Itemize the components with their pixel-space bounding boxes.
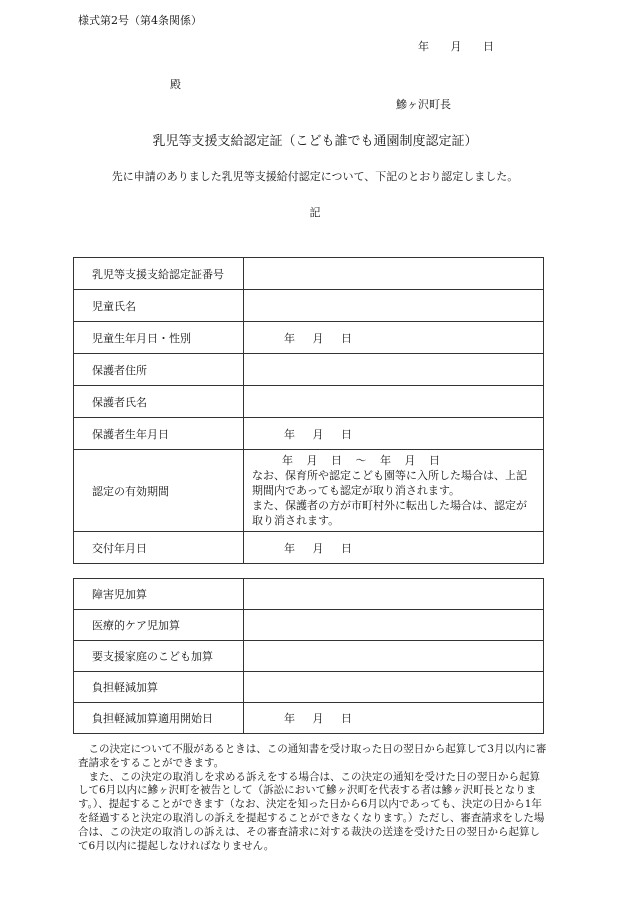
table-row — [74, 579, 544, 610]
row-label: 交付年月日 — [74, 532, 244, 564]
burden-reduction-addon-value — [244, 672, 544, 703]
table-row — [74, 418, 544, 450]
validity-period-range: 年 月 日 〜 年 月 日 — [282, 454, 440, 467]
validity-note-line: 期間内であっても認定が取り消されます。 — [252, 484, 461, 497]
table-row — [74, 610, 544, 641]
table-row — [74, 258, 544, 290]
table-row — [74, 450, 544, 532]
addon-table — [73, 578, 544, 734]
validity-note-line: 取り消されます。 — [252, 514, 340, 527]
row-label: 障害児加算 — [74, 579, 244, 610]
validity-note-line: また、保護者の方が市町村外に転出した場合は、認定が — [252, 499, 527, 512]
issue-date-value: 年 月 日 — [244, 532, 544, 564]
row-label: 児童氏名 — [74, 290, 244, 322]
row-label: 保護者住所 — [74, 354, 244, 386]
child-name-value — [244, 290, 544, 322]
row-label: 乳児等支援支給認定証番号 — [74, 258, 244, 290]
appeal-paragraph-2: また、この決定の取消しを求める訴えをする場合は、この決定の通知を受けた日の翌日から起算して6月以内に鰺ヶ沢町を被告として（訴訟において鰺ヶ沢町を代表する者は鰺ヶ沢町長となります。）、提起することができます（なお、決定を知った日から6月以内であっても、決定の日から1年を経過すると決定の取消しの訴えを提起することができなくなります。）ただし、審査請求をした場合は、この決定の取消しの訴えは、その審査請求に対する裁決の送達を受けた日の翌日から起算して6月以内に提起しなければなりません。 — [78, 770, 545, 852]
row-label: 負担軽減加算適用開始日 — [74, 703, 244, 734]
table-row — [74, 672, 544, 703]
support-family-addon-value — [244, 641, 544, 672]
form-number: 様式第2号（第4条関係） — [78, 14, 202, 27]
table-row — [74, 290, 544, 322]
row-label: 要支援家庭のこども加算 — [74, 641, 244, 672]
table-row — [74, 703, 544, 734]
burden-reduction-start-date-value: 年 月 日 — [244, 703, 544, 734]
certificate-table — [73, 257, 544, 564]
table-row — [74, 641, 544, 672]
row-label: 負担軽減加算 — [74, 672, 244, 703]
document-title: 乳児等支援支給認定証（こども誰でも通園制度認定証） — [152, 134, 478, 149]
row-label: 保護者生年月日 — [74, 418, 244, 450]
validity-period-cell — [244, 450, 544, 532]
medical-care-addon-value — [244, 610, 544, 641]
table-row — [74, 386, 544, 418]
table-row — [74, 322, 544, 354]
appeal-paragraph-1: この決定について不服があるときは、この通知書を受け取った日の翌日から起算して3月以内に審査請求をすることができます。 — [78, 743, 547, 769]
guardian-birthdate-value: 年 月 日 — [244, 418, 544, 450]
ki-marker: 記 — [309, 206, 321, 219]
document-date: 年 月 日 — [418, 40, 494, 53]
child-birthdate-value: 年 月 日 — [244, 322, 544, 354]
disability-addon-value — [244, 579, 544, 610]
issuer-name: 鰺ヶ沢町長 — [396, 98, 451, 111]
table-row — [74, 532, 544, 564]
recipient-suffix: 殿 — [170, 78, 181, 91]
row-label: 児童生年月日・性別 — [74, 322, 244, 354]
table-row — [74, 354, 544, 386]
guardian-address-value — [244, 354, 544, 386]
intro-text: 先に申請のありました乳児等支援給付認定について、下記のとおり認定しました。 — [111, 170, 519, 183]
appeal-notice — [78, 743, 550, 853]
row-label: 認定の有効期間 — [74, 450, 244, 532]
guardian-name-value — [244, 386, 544, 418]
row-label: 保護者氏名 — [74, 386, 244, 418]
certificate-number-value — [244, 258, 544, 290]
row-label: 医療的ケア児加算 — [74, 610, 244, 641]
validity-note-line: なお、保育所や認定こども園等に入所した場合は、上記 — [252, 469, 527, 482]
